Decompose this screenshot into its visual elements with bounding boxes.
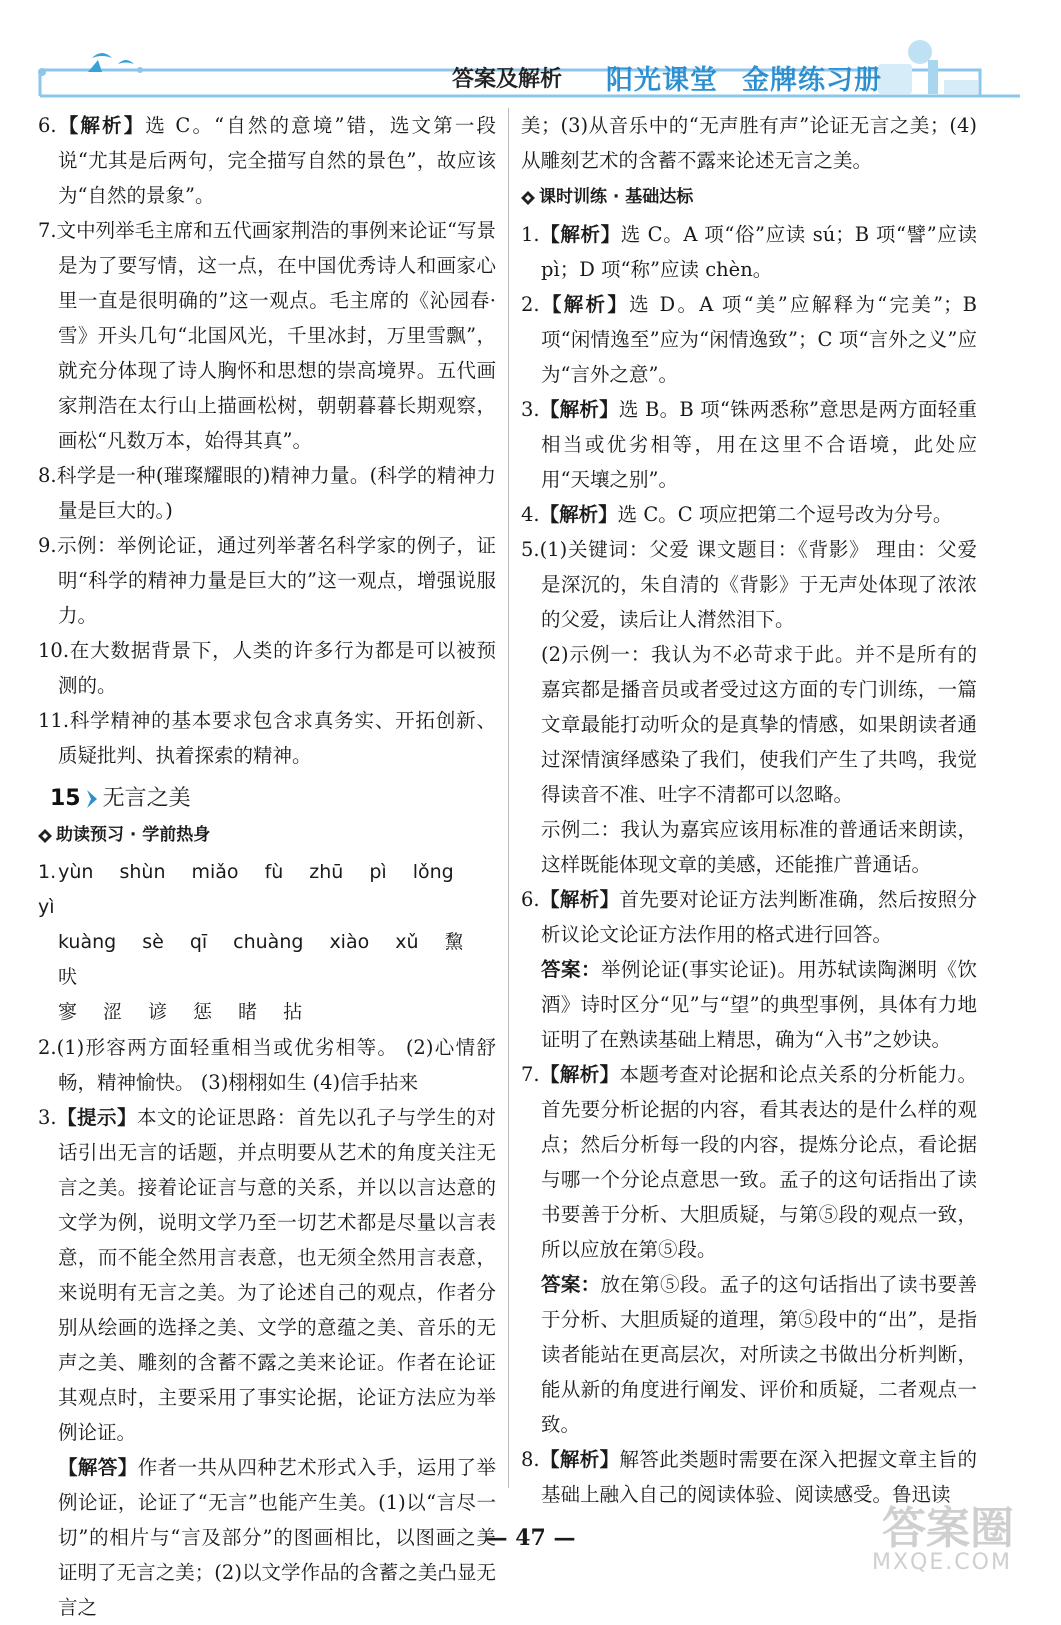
watermark-title: 答案圈 <box>882 1503 1014 1554</box>
answer-p2: 2.(1)形容两方面轻重相当或优劣相等。 (2)心情舒畅，精神愉快。 (3)栩栩如生 (4)信手拈来 <box>38 1036 496 1094</box>
answer-r7: 7.【解析】本题考查对论据和论点关系的分析能力。首先要分析论据的内容，看其表达的是什么样的观点；然后分析每一段的内容，提炼分论点，看论据与哪一个分论点意思一致。孟子的这句话指出了读书要善于分析、大胆质疑，与第⑤段的观点一致，所以应放在第⑤段。 <box>521 1063 977 1261</box>
answer-p1: 1. yùn shùn miǎo fù zhū pì lǒngyì kuàng sè qī chuàng xiào xǔ 黧吠 寥 涩 谚 惩 睹 拈 <box>38 861 464 1023</box>
answer-p3: 3.【提示】本文的论证思路：首先以孔子与学生的对话引出无言的话题，并点明要从艺术的角度关注无言之美。接着论证言与意的关系，并以以言达意的文学为例，说明文学乃至一切艺术都是尽量以言表意，而不能全然用言表意，也无须全然用言表意，来说明有无言之美。为了论述自己的观点，作者分别从绘画的选择之美、文学的意蕴之美、音乐的无声之美、雕刻的含蓄不露之美来论证。作者在论证其观点时，主要采用了事实论据，论证方法应为举例论证。 <box>38 1106 496 1444</box>
answer-10: 10.在大数据背景下，人类的许多行为都是可以被预测的。 <box>38 639 496 697</box>
subsection-heading-2: 课时训练 · 基础达标 <box>521 180 977 215</box>
page-header <box>0 0 1061 118</box>
answer-r1: 1.【解析】选 C。A 项“俗”应读 sú；B 项“譬”应读 pì；D 项“称”应读 chèn。 <box>521 223 977 281</box>
lesson-title: 15 无言之美 <box>50 786 191 811</box>
page-number: — 47 — <box>485 1525 576 1551</box>
answer-r8: 8.【解析】解答此类题时需要在深入把握文章主旨的基础上融入自己的阅读体验、阅读感受。鲁迅读 <box>521 1448 977 1506</box>
answer-p3-continued: 美；(3)从音乐中的“无声胜有声”论证无言之美；(4)从雕刻艺术的含蓄不露来论述无言之美。 <box>521 114 977 172</box>
diamond-icon <box>38 829 52 843</box>
answer-7: 7.文中列举毛主席和五代画家荆浩的事例来论证“写景是为了要写情，这一点，在中国优秀诗人和画家心里一直是很明确的”这一观点。毛主席的《沁园春·雪》开头几句“北国风光，千里冰封，万里雪飘”，就充分体现了诗人胸怀和思想的崇高境界。五代画家荆浩在太行山上描画松树，朝朝暮暮长期观察，画松“凡数万本，始得其真”。 <box>38 219 496 452</box>
answer-r5-3: 示例二：我认为嘉宾应该用标准的普通话来朗读，这样既能体现文章的美感，还能推广普通话。 <box>541 818 977 876</box>
brand-subtitle: 金牌练习册 <box>742 65 882 96</box>
answer-r5-1: 5.(1)关键词：父爱 课文题目：《背影》 理由：父爱是深沉的，朱自清的《背影》于无声处体现了浓浓的父爱，读后让人潸然泪下。 <box>521 538 977 631</box>
answer-9: 9.示例：举例论证，通过列举著名科学家的例子，证明“科学的精神力量是巨大的”这一观点，增强说服力。 <box>38 534 496 627</box>
diamond-icon <box>521 191 535 205</box>
subsection-heading: 助读预习 · 学前热身 <box>38 818 496 853</box>
watermark <box>862 1488 1042 1588</box>
watermark-url: MXQE.COM <box>872 1550 1012 1575</box>
answer-r5-2: (2)示例一：我认为不必苛求于此。并不是所有的嘉宾都是播音员或者受过这方面的专门训练，一篇文章最能打动听众的是真挚的情感，如果朗读者通过深情演绎感染了我们，使我们产生了共鸣，我觉得读音不准、吐字不清都可以忽略。 <box>541 643 977 806</box>
answer-r3: 3.【解析】选 B。B 项“铢两悉称”意思是两方面轻重相当或优劣相等，用在这里不合语境，此处应用“天壤之别”。 <box>521 398 977 491</box>
answer-r4: 4.【解析】选 C。C 项应把第二个逗号改为分号。 <box>521 503 953 526</box>
left-column <box>38 108 496 1625</box>
section-label: 答案及解析 <box>452 67 563 92</box>
answer-r2: 2.【解析】选 D。A 项“美”应解释为“完美”；B 项“闲情逸至”应为“闲情逸致”；C 项“言外之义”应为“言外之意”。 <box>521 293 977 386</box>
brand-title: 阳光课堂 <box>606 65 718 96</box>
answer-6: 6.【解析】选 C。“自然的意境”错，选文第一段说“尤其是后两句，完全描写自然的景色”，故应该为“自然的景象”。 <box>38 114 496 207</box>
answer-p3-solution: 【解答】作者一共从四种艺术形式入手，运用了举例论证，论证了“无言”也能产生美。(1)以“言尽一切”的相片与“言及部分”的图画相比，以图画之美证明了无言之美；(2)以文学作品的含蓄之美凸显无言之 <box>58 1456 496 1619</box>
answer-11: 11.科学精神的基本要求包含求真务实、开拓创新、质疑批判、执着探索的精神。 <box>38 709 496 767</box>
answer-r6-answer: 答案：举例论证(事实论证)。用苏轼读陶渊明《饮酒》诗时区分“见”与“望”的典型事例，具体有力地证明了在熟读基础上精思，确为“入书”之妙诀。 <box>541 958 977 1051</box>
answer-r7-answer: 答案：放在第⑤段。孟子的这句话指出了读书要善于分析、大胆质疑的道理，第⑤段中的“出”，是指读者能站在更高层次，对所读之书做出分析判断，能从新的角度进行阐发、评价和质疑，二者观点一致。 <box>541 1273 977 1436</box>
column-divider <box>508 108 509 1488</box>
right-column <box>521 108 977 1512</box>
header-decoration <box>0 0 1061 118</box>
answer-r6: 6.【解析】首先要对论证方法判断准确，然后按照分析议论文论证方法作用的格式进行回答。 <box>521 888 977 946</box>
chevron-right-icon <box>85 789 99 809</box>
answer-8: 8.科学是一种(璀璨耀眼的)精神力量。(科学的精神力量是巨大的。) <box>38 464 496 522</box>
